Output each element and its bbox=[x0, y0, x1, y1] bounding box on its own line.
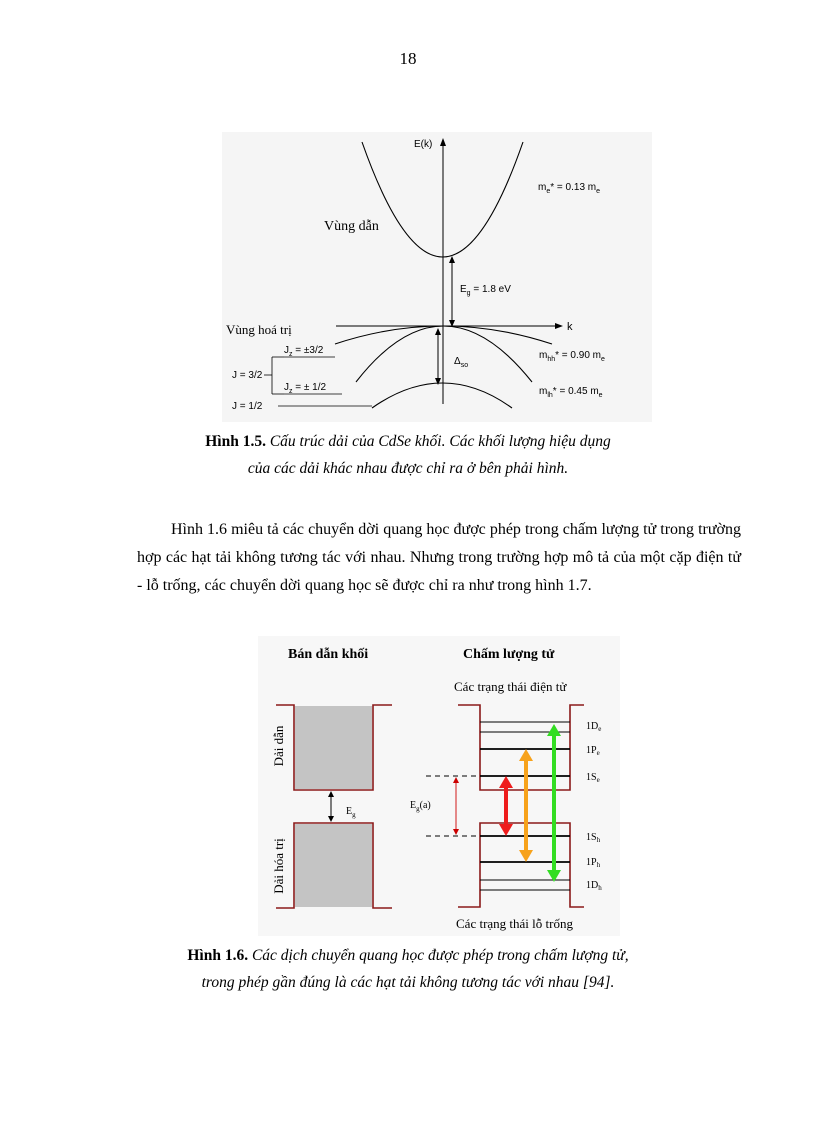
bulk-conduction-band-fill bbox=[295, 706, 372, 789]
figure-1-6-caption-line1: Các dịch chuyển quang học được phép trong chấm lượng tử, bbox=[248, 947, 629, 964]
paragraph-text: Hình 1.6 miêu tả các chuyển dời quang học được phép trong chấm lượng tử trong trường hợp các hạt tải không tương tác với nhau. Nhưng trong trường hợp mô tả của một cặp điện tử - lỗ trống, các chuyển dời quang học sẽ được chỉ ra như trong hình 1.7. bbox=[137, 521, 741, 594]
hole-states-label: Các trạng thái lỗ trống bbox=[456, 916, 573, 931]
split-off-label: $\Delta_{so}$ bbox=[454, 356, 469, 369]
figure-1-6-caption-line2: trong phép gần đúng là các hạt tải không tương tác với nhau [94]. bbox=[201, 974, 615, 991]
jz-3-2-label: $J_z = \pm 3/2$ bbox=[284, 345, 324, 358]
figure-1-6-caption bbox=[100, 942, 716, 996]
energy-axis-label: E(k) bbox=[414, 139, 433, 150]
conduction-band-vertical-label: Dải dẫn bbox=[271, 725, 286, 767]
page-number: 18 bbox=[399, 49, 417, 68]
level-label-1se: $1S_e$ bbox=[586, 772, 600, 784]
valence-band-vertical-label: Dải hóa trị bbox=[271, 838, 286, 894]
bulk-gap-label: $E_g$ bbox=[346, 806, 356, 819]
figure-optical-transitions bbox=[258, 636, 620, 936]
figure-1-5-caption-label: Hình 1.5. bbox=[205, 433, 266, 450]
level-label-1sh: $1S_h$ bbox=[586, 832, 601, 844]
bulk-valence-band-fill bbox=[295, 824, 372, 907]
level-label-1ph: $1P_h$ bbox=[586, 857, 601, 869]
level-label-1pe: $1P_e$ bbox=[586, 745, 600, 757]
k-axis-label: k bbox=[567, 321, 573, 333]
light-hole-mass-label: $m_{lh}* = 0.45$ $m_e$ bbox=[539, 386, 603, 399]
figure-1-5-caption bbox=[100, 428, 716, 482]
electron-mass-label: $m_e* = 0.13$ $m_e$ bbox=[538, 182, 601, 195]
jz-1-2-label: $J_z$ = ± 1/2 bbox=[284, 382, 327, 395]
heavy-hole-mass-label: $m_{hh}* = 0.90$ $m_e$ bbox=[539, 350, 605, 363]
conduction-band-label: Vùng dẫn bbox=[324, 219, 379, 234]
level-label-1dh: $1D_h$ bbox=[586, 880, 602, 892]
electron-states-label: Các trạng thái điện tử bbox=[454, 679, 567, 694]
level-label-1de: $1D_e$ bbox=[586, 721, 602, 733]
bulk-title: Bán dẫn khối bbox=[288, 647, 369, 662]
body-paragraph bbox=[137, 516, 741, 600]
quantum-dot-title: Chấm lượng tử bbox=[463, 647, 555, 662]
figure-band-structure bbox=[222, 132, 652, 422]
qd-gap-label: $E_g(a)$ bbox=[410, 800, 431, 813]
figure-1-6-caption-label: Hình 1.6. bbox=[187, 947, 249, 964]
valence-band-label: Vùng hoá trị bbox=[226, 322, 292, 337]
figure-1-5-caption-line2: của các dải khác nhau được chỉ ra ở bên phải hình. bbox=[247, 460, 569, 477]
j-1-2-label: J = 1/2 bbox=[232, 401, 263, 412]
figure-1-5-caption-line1: Cấu trúc dải của CdSe khối. Các khối lượng hiệu dụng bbox=[265, 433, 611, 450]
j-3-2-label: J = 3/2 bbox=[232, 370, 263, 381]
bandgap-label: $E_g = 1.8$ eV bbox=[460, 284, 511, 297]
